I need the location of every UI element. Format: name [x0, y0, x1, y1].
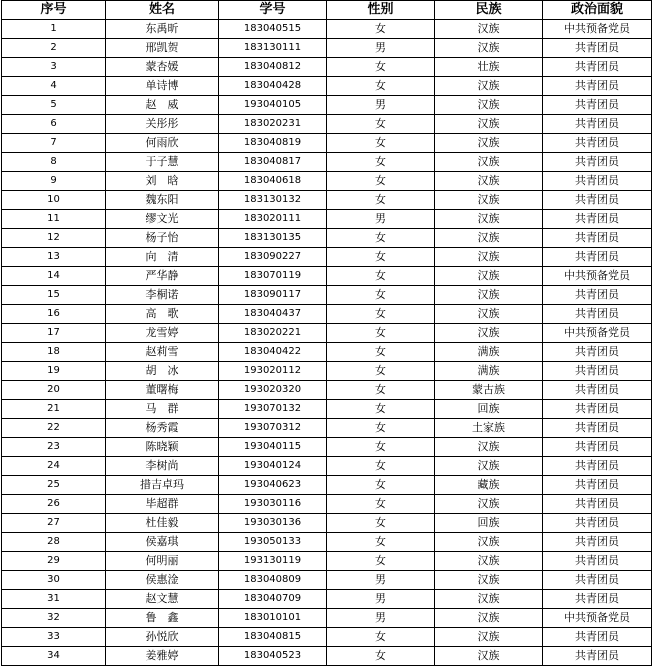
cell-student-id[interactable]: 193040124	[219, 457, 327, 476]
table-row	[2, 115, 652, 134]
cell-name[interactable]: 严华静	[106, 267, 219, 286]
cell-student-id[interactable]: 183040428	[219, 77, 327, 96]
cell-student-id[interactable]: 183040422	[219, 343, 327, 362]
cell-index[interactable]: 3	[2, 58, 106, 77]
table-row	[2, 362, 652, 381]
cell-gender[interactable]: 女	[327, 457, 435, 476]
cell-political-status[interactable]: 共青团员	[543, 381, 652, 400]
cell-student-id[interactable]: 193020320	[219, 381, 327, 400]
cell-gender[interactable]: 女	[327, 58, 435, 77]
cell-index[interactable]: 29	[2, 552, 106, 571]
cell-student-id[interactable]: 183040819	[219, 134, 327, 153]
cell-name[interactable]: 赵文慧	[106, 590, 219, 609]
cell-gender[interactable]: 女	[327, 362, 435, 381]
cell-ethnicity[interactable]: 汉族	[435, 628, 543, 647]
cell-student-id[interactable]: 193030136	[219, 514, 327, 533]
cell-name[interactable]: 邢凯贺	[106, 39, 219, 58]
cell-index[interactable]: 25	[2, 476, 106, 495]
cell-name[interactable]: 李桐诺	[106, 286, 219, 305]
cell-index[interactable]: 26	[2, 495, 106, 514]
cell-ethnicity[interactable]: 汉族	[435, 324, 543, 343]
cell-name[interactable]: 马 群	[106, 400, 219, 419]
table-row	[2, 210, 652, 229]
cell-ethnicity[interactable]: 汉族	[435, 96, 543, 115]
cell-student-id[interactable]: 183040815	[219, 628, 327, 647]
table-row	[2, 20, 652, 39]
cell-student-id[interactable]: 183040709	[219, 590, 327, 609]
cell-index[interactable]: 12	[2, 229, 106, 248]
cell-index[interactable]: 9	[2, 172, 106, 191]
table-row	[2, 495, 652, 514]
cell-name[interactable]: 杨秀霞	[106, 419, 219, 438]
cell-ethnicity[interactable]: 汉族	[435, 457, 543, 476]
table-row	[2, 286, 652, 305]
table-row	[2, 96, 652, 115]
table-row	[2, 438, 652, 457]
table-row	[2, 153, 652, 172]
cell-political-status[interactable]: 共青团员	[543, 39, 652, 58]
cell-political-status[interactable]: 共青团员	[543, 362, 652, 381]
cell-gender[interactable]: 女	[327, 438, 435, 457]
cell-political-status[interactable]: 共青团员	[543, 153, 652, 172]
cell-student-id[interactable]: 193040623	[219, 476, 327, 495]
cell-gender[interactable]: 女	[327, 77, 435, 96]
cell-ethnicity[interactable]: 汉族	[435, 20, 543, 39]
cell-student-id[interactable]: 193030116	[219, 495, 327, 514]
table-row	[2, 457, 652, 476]
cell-gender[interactable]: 女	[327, 153, 435, 172]
cell-ethnicity[interactable]: 汉族	[435, 533, 543, 552]
cell-gender[interactable]: 女	[327, 324, 435, 343]
cell-student-id[interactable]: 183020221	[219, 324, 327, 343]
cell-name[interactable]: 缪文光	[106, 210, 219, 229]
cell-student-id[interactable]: 183070119	[219, 267, 327, 286]
cell-political-status[interactable]: 共青团员	[543, 514, 652, 533]
cell-gender[interactable]: 女	[327, 419, 435, 438]
table-row	[2, 77, 652, 96]
cell-student-id[interactable]: 183130111	[219, 39, 327, 58]
cell-name[interactable]: 董曙梅	[106, 381, 219, 400]
cell-name[interactable]: 向 清	[106, 248, 219, 267]
cell-political-status[interactable]: 共青团员	[543, 438, 652, 457]
cell-name[interactable]: 杜佳毅	[106, 514, 219, 533]
cell-student-id[interactable]: 193070312	[219, 419, 327, 438]
cell-political-status[interactable]: 共青团员	[543, 96, 652, 115]
cell-student-id[interactable]: 183130132	[219, 191, 327, 210]
cell-political-status[interactable]: 中共预备党员	[543, 609, 652, 628]
cell-political-status[interactable]: 共青团员	[543, 628, 652, 647]
table-row	[2, 628, 652, 647]
cell-ethnicity[interactable]: 汉族	[435, 267, 543, 286]
table-row	[2, 229, 652, 248]
table-row	[2, 476, 652, 495]
table-row	[2, 58, 652, 77]
table-row	[2, 381, 652, 400]
cell-gender[interactable]: 男	[327, 96, 435, 115]
cell-ethnicity[interactable]: 回族	[435, 514, 543, 533]
cell-ethnicity[interactable]: 汉族	[435, 210, 543, 229]
cell-political-status[interactable]: 中共预备党员	[543, 324, 652, 343]
cell-ethnicity[interactable]: 满族	[435, 362, 543, 381]
cell-name[interactable]: 侯嘉琪	[106, 533, 219, 552]
cell-ethnicity[interactable]: 汉族	[435, 305, 543, 324]
cell-ethnicity[interactable]: 汉族	[435, 191, 543, 210]
cell-political-status[interactable]: 共青团员	[543, 248, 652, 267]
cell-ethnicity[interactable]: 汉族	[435, 248, 543, 267]
cell-political-status[interactable]: 共青团员	[543, 210, 652, 229]
cell-name[interactable]: 蒙杏媛	[106, 58, 219, 77]
table-row	[2, 191, 652, 210]
cell-political-status[interactable]: 共青团员	[543, 400, 652, 419]
table-row	[2, 324, 652, 343]
cell-name[interactable]: 何明丽	[106, 552, 219, 571]
cell-ethnicity[interactable]: 汉族	[435, 77, 543, 96]
cell-name[interactable]: 单诗博	[106, 77, 219, 96]
cell-student-id[interactable]: 193070132	[219, 400, 327, 419]
cell-political-status[interactable]: 共青团员	[543, 191, 652, 210]
cell-political-status[interactable]: 共青团员	[543, 305, 652, 324]
cell-student-id[interactable]: 183040515	[219, 20, 327, 39]
cell-political-status[interactable]: 共青团员	[543, 533, 652, 552]
cell-ethnicity[interactable]: 藏族	[435, 476, 543, 495]
table-row	[2, 590, 652, 609]
cell-political-status[interactable]: 中共预备党员	[543, 267, 652, 286]
cell-gender[interactable]: 女	[327, 191, 435, 210]
cell-name[interactable]: 鲁 鑫	[106, 609, 219, 628]
cell-index[interactable]: 8	[2, 153, 106, 172]
cell-political-status[interactable]: 共青团员	[543, 476, 652, 495]
cell-name[interactable]: 毕超群	[106, 495, 219, 514]
cell-index[interactable]: 30	[2, 571, 106, 590]
cell-political-status[interactable]: 共青团员	[543, 590, 652, 609]
cell-political-status[interactable]: 共青团员	[543, 571, 652, 590]
cell-gender[interactable]: 女	[327, 115, 435, 134]
cell-gender[interactable]: 女	[327, 552, 435, 571]
cell-gender[interactable]: 女	[327, 628, 435, 647]
cell-ethnicity[interactable]: 汉族	[435, 172, 543, 191]
cell-political-status[interactable]: 共青团员	[543, 229, 652, 248]
cell-index[interactable]: 16	[2, 305, 106, 324]
cell-index[interactable]: 11	[2, 210, 106, 229]
table-row	[2, 514, 652, 533]
cell-gender[interactable]: 女	[327, 172, 435, 191]
table-row	[2, 343, 652, 362]
cell-ethnicity[interactable]: 汉族	[435, 134, 543, 153]
cell-name[interactable]: 赵莉雪	[106, 343, 219, 362]
cell-gender[interactable]: 女	[327, 267, 435, 286]
cell-index[interactable]: 10	[2, 191, 106, 210]
header-name[interactable]: 姓名	[106, 1, 219, 20]
table-row	[2, 571, 652, 590]
cell-gender[interactable]: 女	[327, 20, 435, 39]
cell-gender[interactable]: 女	[327, 286, 435, 305]
cell-political-status[interactable]: 共青团员	[543, 647, 652, 666]
cell-name[interactable]: 魏东阳	[106, 191, 219, 210]
cell-index[interactable]: 15	[2, 286, 106, 305]
cell-student-id[interactable]: 183130135	[219, 229, 327, 248]
cell-index[interactable]: 7	[2, 134, 106, 153]
cell-student-id[interactable]: 183090117	[219, 286, 327, 305]
header-student-id[interactable]: 学号	[219, 1, 327, 20]
cell-student-id[interactable]: 183040523	[219, 647, 327, 666]
cell-ethnicity[interactable]: 汉族	[435, 438, 543, 457]
cell-index[interactable]: 33	[2, 628, 106, 647]
cell-student-id[interactable]: 193040115	[219, 438, 327, 457]
cell-gender[interactable]: 女	[327, 514, 435, 533]
cell-gender[interactable]: 女	[327, 248, 435, 267]
cell-gender[interactable]: 女	[327, 305, 435, 324]
cell-ethnicity[interactable]: 回族	[435, 400, 543, 419]
cell-political-status[interactable]: 共青团员	[543, 419, 652, 438]
cell-name[interactable]: 胡 冰	[106, 362, 219, 381]
cell-index[interactable]: 32	[2, 609, 106, 628]
cell-gender[interactable]: 女	[327, 647, 435, 666]
cell-ethnicity[interactable]: 汉族	[435, 286, 543, 305]
table-row	[2, 248, 652, 267]
cell-index[interactable]: 23	[2, 438, 106, 457]
table-row	[2, 172, 652, 191]
cell-gender[interactable]: 女	[327, 229, 435, 248]
cell-student-id[interactable]: 183040809	[219, 571, 327, 590]
cell-gender[interactable]: 女	[327, 495, 435, 514]
cell-name[interactable]: 措吉卓玛	[106, 476, 219, 495]
cell-index[interactable]: 21	[2, 400, 106, 419]
cell-name[interactable]: 陈晓颖	[106, 438, 219, 457]
cell-ethnicity[interactable]: 汉族	[435, 229, 543, 248]
header-index[interactable]: 序号	[2, 1, 106, 20]
cell-student-id[interactable]: 193040105	[219, 96, 327, 115]
cell-student-id[interactable]: 193020112	[219, 362, 327, 381]
cell-political-status[interactable]: 共青团员	[543, 552, 652, 571]
cell-name[interactable]: 刘 晗	[106, 172, 219, 191]
cell-index[interactable]: 13	[2, 248, 106, 267]
cell-index[interactable]: 20	[2, 381, 106, 400]
cell-political-status[interactable]: 共青团员	[543, 495, 652, 514]
cell-student-id[interactable]: 183040618	[219, 172, 327, 191]
cell-political-status[interactable]: 共青团员	[543, 172, 652, 191]
cell-political-status[interactable]: 共青团员	[543, 115, 652, 134]
cell-index[interactable]: 28	[2, 533, 106, 552]
cell-student-id[interactable]: 193130119	[219, 552, 327, 571]
cell-political-status[interactable]: 共青团员	[543, 134, 652, 153]
cell-student-id[interactable]: 183020231	[219, 115, 327, 134]
table-row	[2, 609, 652, 628]
cell-name[interactable]: 赵 威	[106, 96, 219, 115]
table-row	[2, 400, 652, 419]
cell-index[interactable]: 4	[2, 77, 106, 96]
cell-political-status[interactable]: 共青团员	[543, 343, 652, 362]
cell-gender[interactable]: 女	[327, 476, 435, 495]
cell-student-id[interactable]: 183040817	[219, 153, 327, 172]
table-row	[2, 39, 652, 58]
cell-index[interactable]: 27	[2, 514, 106, 533]
cell-ethnicity[interactable]: 汉族	[435, 647, 543, 666]
header-gender[interactable]: 性别	[327, 1, 435, 20]
student-table	[1, 0, 652, 666]
cell-index[interactable]: 24	[2, 457, 106, 476]
cell-index[interactable]: 31	[2, 590, 106, 609]
cell-gender[interactable]: 男	[327, 210, 435, 229]
cell-index[interactable]: 34	[2, 647, 106, 666]
cell-ethnicity[interactable]: 土家族	[435, 419, 543, 438]
cell-gender[interactable]: 女	[327, 343, 435, 362]
cell-student-id[interactable]: 183040812	[219, 58, 327, 77]
cell-ethnicity[interactable]: 汉族	[435, 39, 543, 58]
cell-student-id[interactable]: 183010101	[219, 609, 327, 628]
cell-index[interactable]: 17	[2, 324, 106, 343]
cell-index[interactable]: 5	[2, 96, 106, 115]
header-ethnicity[interactable]: 民族	[435, 1, 543, 20]
cell-political-status[interactable]: 共青团员	[543, 77, 652, 96]
cell-gender[interactable]: 男	[327, 609, 435, 628]
cell-name[interactable]: 侯惠淦	[106, 571, 219, 590]
cell-ethnicity[interactable]: 汉族	[435, 609, 543, 628]
cell-name[interactable]: 龙雪婷	[106, 324, 219, 343]
table-row	[2, 267, 652, 286]
cell-name[interactable]: 高 歌	[106, 305, 219, 324]
table-row	[2, 647, 652, 666]
cell-gender[interactable]: 女	[327, 400, 435, 419]
cell-ethnicity[interactable]: 汉族	[435, 590, 543, 609]
cell-index[interactable]: 6	[2, 115, 106, 134]
cell-ethnicity[interactable]: 汉族	[435, 115, 543, 134]
cell-name[interactable]: 李树尚	[106, 457, 219, 476]
cell-index[interactable]: 19	[2, 362, 106, 381]
cell-index[interactable]: 14	[2, 267, 106, 286]
cell-ethnicity[interactable]: 壮族	[435, 58, 543, 77]
cell-name[interactable]: 姜雅婷	[106, 647, 219, 666]
cell-ethnicity[interactable]: 满族	[435, 343, 543, 362]
cell-name[interactable]: 何雨欣	[106, 134, 219, 153]
cell-name[interactable]: 于子慧	[106, 153, 219, 172]
cell-student-id[interactable]: 193050133	[219, 533, 327, 552]
header-political-status[interactable]: 政治面貌	[543, 1, 652, 20]
table-row	[2, 134, 652, 153]
header-row	[2, 1, 652, 20]
table-row	[2, 533, 652, 552]
table-row	[2, 552, 652, 571]
cell-name[interactable]: 关彤彤	[106, 115, 219, 134]
cell-student-id[interactable]: 183090227	[219, 248, 327, 267]
cell-student-id[interactable]: 183020111	[219, 210, 327, 229]
cell-student-id[interactable]: 183040437	[219, 305, 327, 324]
cell-index[interactable]: 18	[2, 343, 106, 362]
cell-ethnicity[interactable]: 汉族	[435, 495, 543, 514]
cell-ethnicity[interactable]: 汉族	[435, 153, 543, 172]
table-body	[2, 20, 652, 666]
cell-political-status[interactable]: 中共预备党员	[543, 20, 652, 39]
cell-gender[interactable]: 女	[327, 381, 435, 400]
cell-gender[interactable]: 女	[327, 533, 435, 552]
cell-index[interactable]: 2	[2, 39, 106, 58]
cell-gender[interactable]: 女	[327, 134, 435, 153]
cell-gender[interactable]: 男	[327, 571, 435, 590]
table-row	[2, 419, 652, 438]
cell-ethnicity[interactable]: 蒙古族	[435, 381, 543, 400]
cell-name[interactable]: 孙悦欣	[106, 628, 219, 647]
cell-ethnicity[interactable]: 汉族	[435, 571, 543, 590]
cell-political-status[interactable]: 共青团员	[543, 286, 652, 305]
cell-gender[interactable]: 男	[327, 590, 435, 609]
cell-political-status[interactable]: 共青团员	[543, 58, 652, 77]
cell-index[interactable]: 22	[2, 419, 106, 438]
cell-name[interactable]: 杨子怡	[106, 229, 219, 248]
cell-ethnicity[interactable]: 汉族	[435, 552, 543, 571]
table-row	[2, 305, 652, 324]
cell-name[interactable]: 东禹昕	[106, 20, 219, 39]
cell-political-status[interactable]: 共青团员	[543, 457, 652, 476]
cell-index[interactable]: 1	[2, 20, 106, 39]
cell-gender[interactable]: 男	[327, 39, 435, 58]
